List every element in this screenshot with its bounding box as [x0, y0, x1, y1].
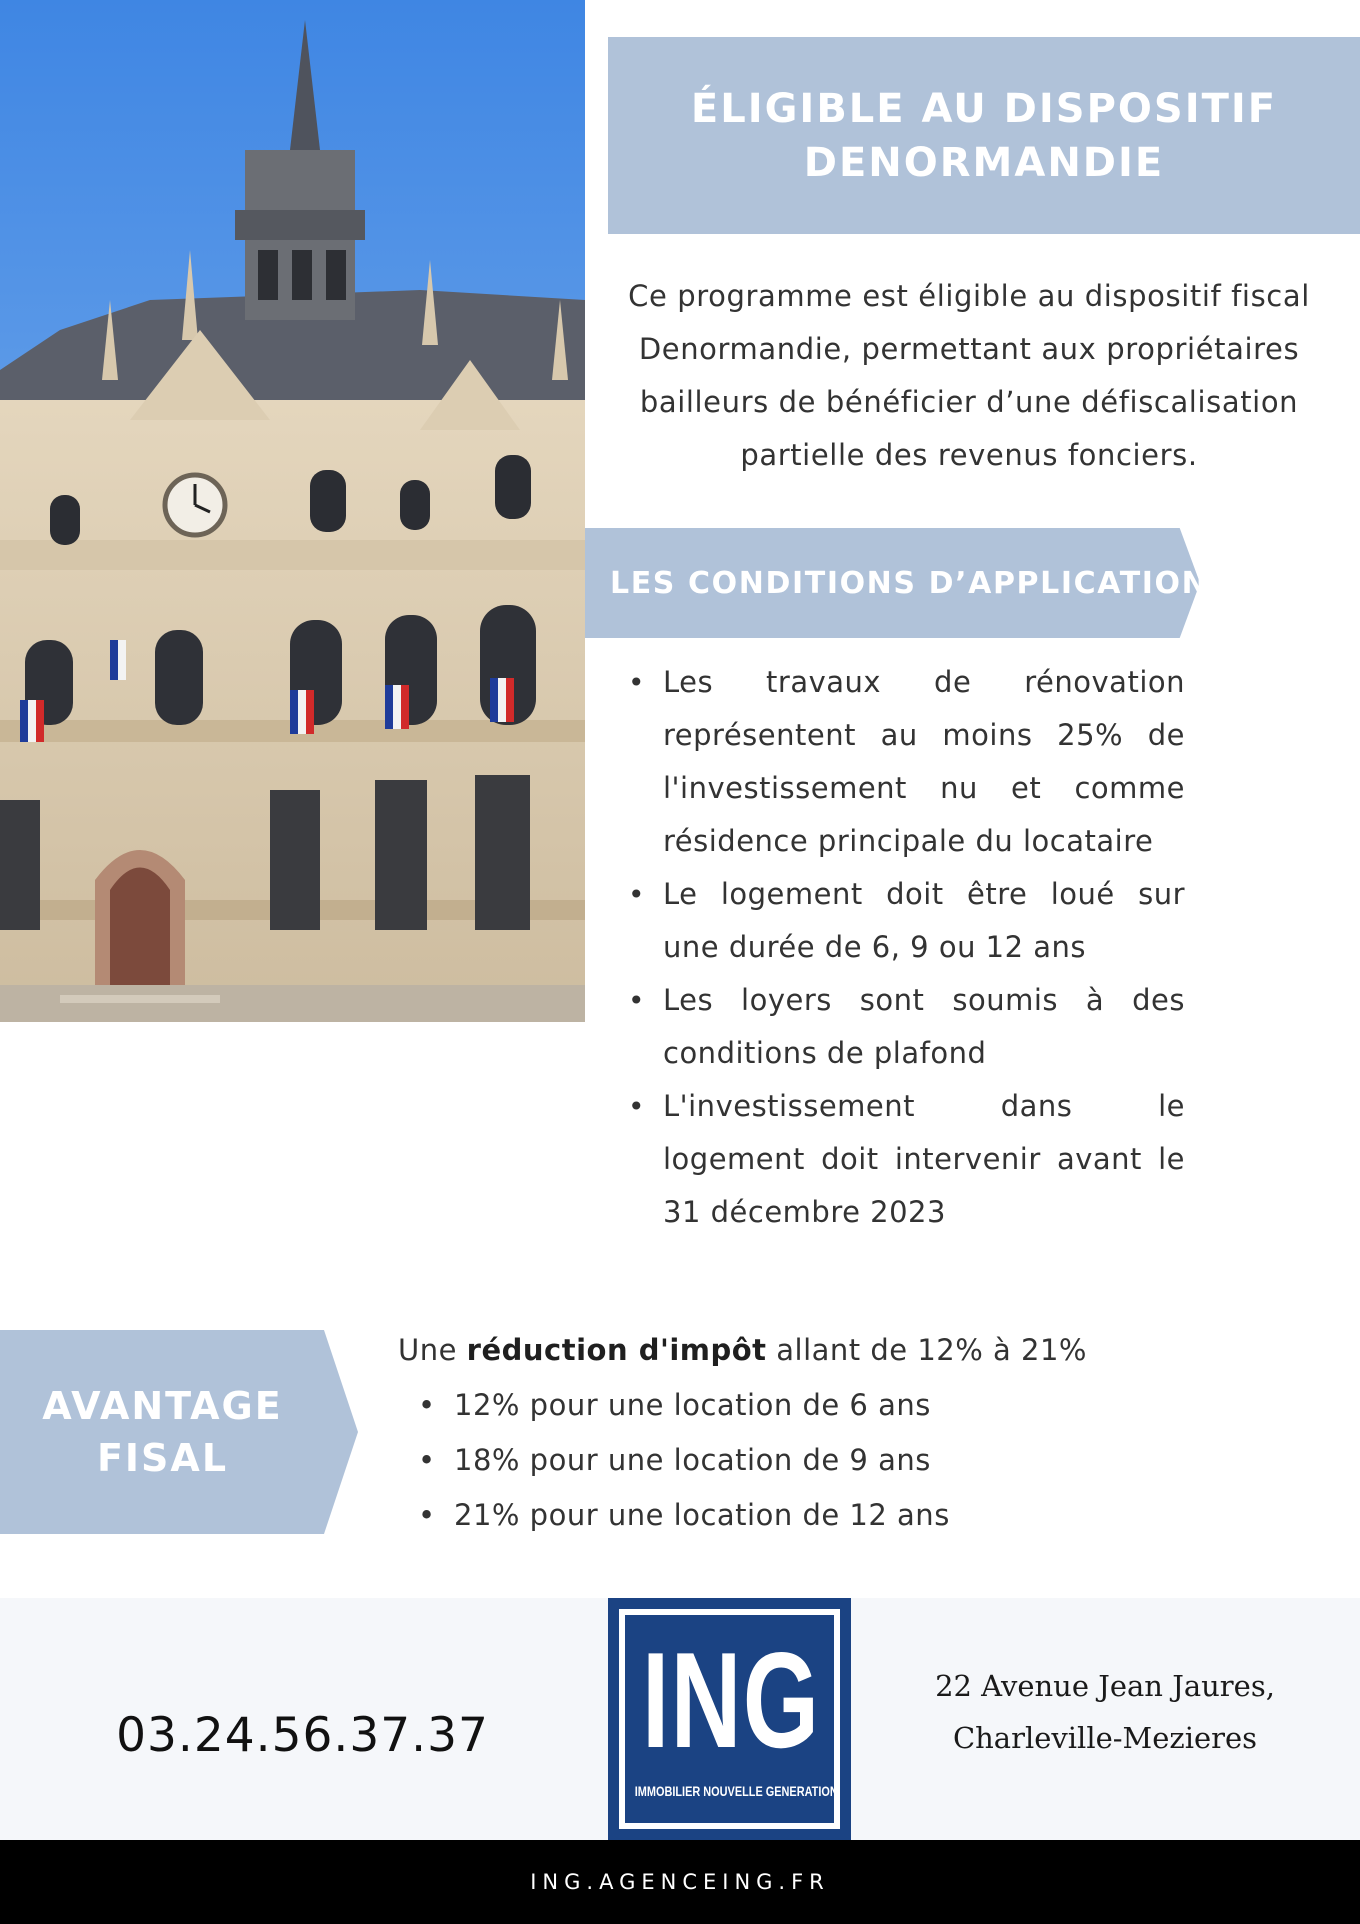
title-line-1: ÉLIGIBLE AU DISPOSITIF: [690, 85, 1278, 132]
intro-line: partielle des revenus fonciers.: [740, 438, 1198, 472]
address: [905, 1660, 1305, 1764]
condition-line: 31 décembre 2023: [663, 1195, 946, 1229]
address-line: Charleville-Mezieres: [952, 1721, 1258, 1755]
condition-line: • Le logement doit être loué sur: [663, 877, 1185, 911]
condition-line: l'investissement nu et comme: [663, 771, 1185, 805]
advantage-summary: [398, 1323, 1118, 1378]
summary-prefix: Une: [398, 1333, 467, 1367]
advantage-heading-line: AVANTAGE: [42, 1384, 283, 1428]
condition-line: conditions de plafond: [663, 1036, 987, 1070]
title-line-2: DENORMANDIE: [803, 139, 1165, 186]
website-bar: [0, 1840, 1360, 1924]
condition-item: [620, 868, 1185, 974]
page-title: [691, 82, 1277, 190]
condition-line: • L'investissement dans le: [663, 1089, 1185, 1123]
condition-line: • Les loyers sont soumis à des: [663, 983, 1185, 1017]
intro-line: bailleurs de bénéficier d’une défiscalisation: [639, 385, 1299, 419]
phone-number[interactable]: 03.24.56.37.37: [116, 1707, 489, 1763]
summary-bold: réduction d'impôt: [466, 1333, 767, 1367]
advantage-heading-line: FISAL: [96, 1436, 229, 1480]
conditions-heading: LES CONDITIONS D’APPLICATION: [610, 565, 1209, 601]
condition-item: [620, 974, 1185, 1080]
conditions-list: [620, 656, 1185, 1239]
intro-paragraph: [608, 270, 1330, 482]
advantage-list: [398, 1378, 1118, 1543]
logo-letters: ING: [642, 1624, 821, 1776]
condition-item: [620, 1080, 1185, 1239]
address-line: 22 Avenue Jean Jaures,: [935, 1669, 1275, 1703]
title-banner: [608, 37, 1360, 234]
intro-line: Ce programme est éligible au dispositif fiscal: [628, 279, 1310, 313]
city-hall-photo: [0, 0, 585, 1022]
advantage-item: • 12% pour une location de 6 ans: [398, 1378, 1118, 1433]
condition-line: logement doit intervenir avant le: [663, 1142, 1185, 1176]
condition-line: résidence principale du locataire: [663, 824, 1154, 858]
ing-logo: [608, 1598, 851, 1840]
condition-item: [620, 656, 1185, 868]
advantage-item: • 18% pour une location de 9 ans: [398, 1433, 1118, 1488]
condition-line: représentent au moins 25% de: [663, 718, 1185, 752]
logo-tagline: IMMOBILIER NOUVELLE GENERATION: [634, 1783, 838, 1799]
advantage-item: • 21% pour une location de 12 ans: [398, 1488, 1118, 1543]
advantage-details: [398, 1323, 1118, 1543]
advantage-banner: [0, 1330, 358, 1534]
intro-line: Denormandie, permettant aux propriétaires: [638, 332, 1300, 366]
conditions-heading-banner: [585, 528, 1209, 638]
condition-line: une durée de 6, 9 ou 12 ans: [663, 930, 1087, 964]
summary-suffix: allant de 12% à 21%: [766, 1333, 1087, 1367]
website-link[interactable]: ING.AGENCEING.FR: [530, 1870, 830, 1894]
condition-line: • Les travaux de rénovation: [663, 665, 1185, 699]
advantage-heading: [0, 1330, 325, 1534]
